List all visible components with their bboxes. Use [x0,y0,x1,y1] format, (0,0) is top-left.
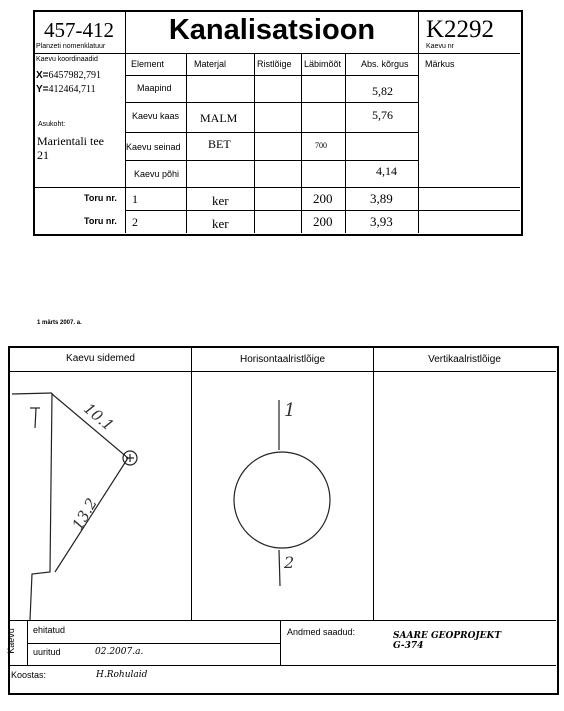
pipe-diameter: 200 [313,191,333,206]
col-diameter: Läbimõõt [304,59,342,69]
map-sheet-code: 457-412 [44,18,114,42]
col-horizontal-section: Horisontaalristlõige [239,354,326,365]
author-value: H.Rohulaid [96,670,148,680]
kaevu-label: Kaevu [5,628,16,654]
col-notes: Märkus [425,59,455,69]
map-sheet-caption: Planzeti nomenklatuur [36,43,106,50]
x-label: X= [36,70,49,81]
well-id: K2292 [426,16,495,43]
measured-value: 02.2007.a. [95,647,144,657]
table-row-abs: 5,76 [372,107,393,122]
col-element: Element [131,59,165,69]
pipe-material: ker [212,193,229,208]
location-value-1: Marientali tee [37,134,104,148]
pipe-label: Toru nr. [84,193,117,203]
table-row-abs: 4,14 [376,163,397,178]
tie-dim-top: 10.1 [80,399,118,435]
pipe-top-label: 1 [284,400,296,421]
x-value: 6457982,791 [48,70,102,81]
table-row-material: MALM [200,110,238,125]
pipe-abs: 3,89 [370,191,393,206]
col-abs-height: Abs. kõrgus [361,59,409,69]
pipe-nr: 2 [132,214,138,229]
data-from-line2: G-374 [393,641,424,651]
coord-label: Kaevu koordinaadid [36,56,98,63]
pipe-label: Toru nr. [84,216,117,226]
pipe-diameter: 200 [313,214,333,229]
y-value: 412464,711 [48,84,96,95]
y-coord [36,84,96,95]
pipe-material: ker [212,216,229,231]
table-row-element: Kaevu põhi [134,169,180,179]
location-label: Asukoht: [38,121,66,128]
pipe-nr: 1 [132,191,138,206]
location-value-2: 21 [37,148,49,162]
built-label: ehitatud [33,625,66,635]
author-label: Koostas: [11,670,47,680]
x-coord [36,70,101,81]
table-row-element: Kaevu seinad [126,142,181,152]
pipe-abs: 3,93 [370,214,393,229]
col-vertical-section: Vertikaalristlõige [428,354,501,365]
well-id-caption: Kaevu nr [426,43,455,50]
table-row-element: Kaevu kaas [132,111,180,121]
tie-dim-bottom: 13.2 [68,495,101,533]
col-well-ties: Kaevu sidemed [66,353,135,364]
table-row-element: Maapind [137,83,172,93]
table-row-abs: 5,82 [372,83,393,98]
table-row-diameter: 700 [315,140,327,150]
data-from-line1: SAARE GEOPROJEKT [393,631,502,641]
horizontal-section-sketch [192,372,373,620]
pipe-bottom-label: 2 [284,553,295,572]
data-from-label: Andmed saadud: [287,627,356,637]
page-title: Kanalisatsioon [168,14,376,46]
col-section: Ristlõige [257,59,292,69]
col-material: Materjal [194,59,227,69]
table-row-material: BET [208,136,231,151]
measured-label: uuritud [33,647,61,657]
date-note: 1 märts 2007. a. [37,320,82,326]
y-label: Y= [36,84,49,95]
